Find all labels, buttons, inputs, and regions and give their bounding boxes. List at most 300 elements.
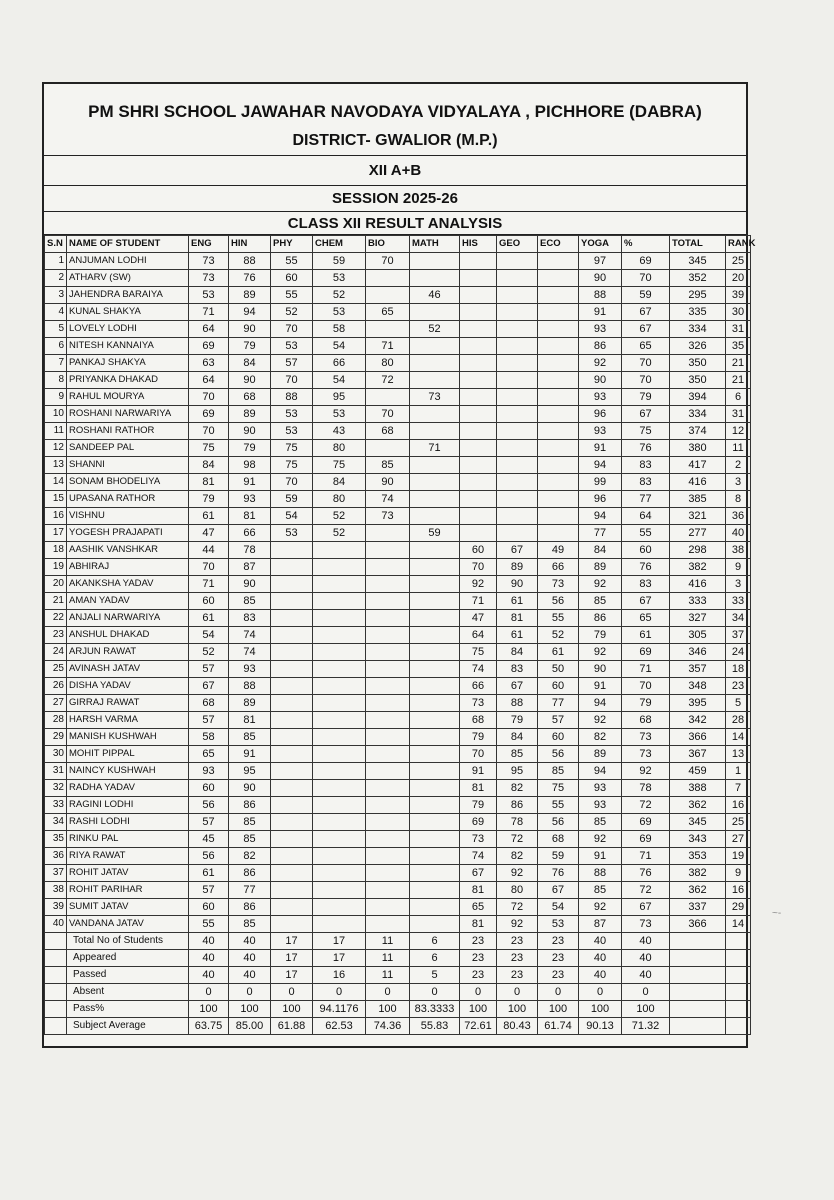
summary-value: 23 xyxy=(497,950,538,967)
mark-cell-pct: 70 xyxy=(622,372,670,389)
mark-cell-chem xyxy=(313,831,366,848)
mark-cell-his: 73 xyxy=(460,695,497,712)
mark-cell-eco: 54 xyxy=(538,899,579,916)
student-row xyxy=(45,593,751,610)
mark-cell-yoga: 99 xyxy=(579,474,622,491)
mark-cell-pct: 69 xyxy=(622,831,670,848)
mark-cell-geo xyxy=(497,457,538,474)
serial-number: 27 xyxy=(45,695,67,712)
student-row xyxy=(45,440,751,457)
mark-cell-math xyxy=(410,831,460,848)
mark-cell-geo xyxy=(497,423,538,440)
summary-value: 0 xyxy=(229,984,271,1001)
mark-cell-bio xyxy=(366,712,410,729)
mark-cell-bio: 80 xyxy=(366,355,410,372)
mark-cell-pct: 60 xyxy=(622,542,670,559)
blank-cell xyxy=(726,1018,751,1035)
student-row xyxy=(45,780,751,797)
mark-cell-his: 81 xyxy=(460,882,497,899)
summary-value: 23 xyxy=(460,950,497,967)
mark-cell-chem xyxy=(313,542,366,559)
student-name: ATHARV (SW) xyxy=(67,270,189,287)
summary-row xyxy=(45,1018,751,1035)
mark-cell-his: 79 xyxy=(460,729,497,746)
mark-cell-hin: 85 xyxy=(229,729,271,746)
mark-cell-yoga: 90 xyxy=(579,270,622,287)
mark-cell-phy: 70 xyxy=(271,372,313,389)
mark-cell-phy: 54 xyxy=(271,508,313,525)
mark-cell-his xyxy=(460,406,497,423)
mark-cell-pct: 83 xyxy=(622,457,670,474)
mark-cell-bio: 72 xyxy=(366,372,410,389)
mark-cell-geo: 82 xyxy=(497,848,538,865)
mark-cell-hin: 89 xyxy=(229,695,271,712)
summary-label: Total No of Students xyxy=(67,933,189,950)
mark-cell-rank: 25 xyxy=(726,814,751,831)
summary-value: 23 xyxy=(460,967,497,984)
mark-cell-hin: 98 xyxy=(229,457,271,474)
mark-cell-hin: 91 xyxy=(229,474,271,491)
summary-value: 0 xyxy=(497,984,538,1001)
mark-cell-math xyxy=(410,423,460,440)
mark-cell-eco xyxy=(538,355,579,372)
column-header: CHEM xyxy=(313,236,366,253)
student-name: RAGINI LODHI xyxy=(67,797,189,814)
mark-cell-his xyxy=(460,253,497,270)
school-name: PM SHRI SCHOOL JAWAHAR NAVODAYA VIDYALAYA , PICHHORE (DABRA) xyxy=(88,102,702,121)
mark-cell-eng: 56 xyxy=(189,797,229,814)
mark-cell-his: 70 xyxy=(460,746,497,763)
summary-value: 0 xyxy=(579,984,622,1001)
mark-cell-his: 64 xyxy=(460,627,497,644)
summary-value: 23 xyxy=(497,967,538,984)
mark-cell-bio: 85 xyxy=(366,457,410,474)
mark-cell-his: 81 xyxy=(460,780,497,797)
mark-cell-his: 68 xyxy=(460,712,497,729)
mark-cell-geo: 86 xyxy=(497,797,538,814)
serial-number: 8 xyxy=(45,372,67,389)
mark-cell-bio xyxy=(366,610,410,627)
mark-cell-total: 382 xyxy=(670,559,726,576)
mark-cell-pct: 71 xyxy=(622,661,670,678)
mark-cell-math xyxy=(410,372,460,389)
student-name: GIRRAJ RAWAT xyxy=(67,695,189,712)
mark-cell-yoga: 93 xyxy=(579,423,622,440)
mark-cell-bio: 70 xyxy=(366,253,410,270)
student-name: RASHI LODHI xyxy=(67,814,189,831)
serial-number: 3 xyxy=(45,287,67,304)
mark-cell-bio xyxy=(366,865,410,882)
mark-cell-chem xyxy=(313,610,366,627)
margin-mark: ~- xyxy=(772,908,782,919)
mark-cell-rank: 7 xyxy=(726,780,751,797)
student-name: UPASANA RATHOR xyxy=(67,491,189,508)
student-name: ROSHANI RATHOR xyxy=(67,423,189,440)
student-row xyxy=(45,491,751,508)
mark-cell-phy xyxy=(271,695,313,712)
mark-cell-phy: 88 xyxy=(271,389,313,406)
student-row xyxy=(45,253,751,270)
mark-cell-chem xyxy=(313,746,366,763)
mark-cell-pct: 73 xyxy=(622,746,670,763)
mark-cell-hin: 74 xyxy=(229,627,271,644)
mark-cell-hin: 93 xyxy=(229,491,271,508)
summary-value: 17 xyxy=(313,950,366,967)
mark-cell-his xyxy=(460,457,497,474)
mark-cell-bio xyxy=(366,729,410,746)
serial-number: 10 xyxy=(45,406,67,423)
blank-cell xyxy=(670,984,726,1001)
column-header: PHY xyxy=(271,236,313,253)
mark-cell-eng: 52 xyxy=(189,644,229,661)
mark-cell-total: 366 xyxy=(670,729,726,746)
mark-cell-phy xyxy=(271,848,313,865)
mark-cell-phy: 53 xyxy=(271,338,313,355)
mark-cell-total: 346 xyxy=(670,644,726,661)
blank-cell xyxy=(45,950,67,967)
mark-cell-chem xyxy=(313,763,366,780)
mark-cell-eng: 60 xyxy=(189,780,229,797)
mark-cell-chem xyxy=(313,797,366,814)
student-name: VISHNU xyxy=(67,508,189,525)
mark-cell-hin: 90 xyxy=(229,780,271,797)
mark-cell-yoga: 92 xyxy=(579,644,622,661)
mark-cell-pct: 70 xyxy=(622,678,670,695)
mark-cell-total: 395 xyxy=(670,695,726,712)
serial-number: 24 xyxy=(45,644,67,661)
mark-cell-geo: 81 xyxy=(497,610,538,627)
mark-cell-pct: 71 xyxy=(622,848,670,865)
mark-cell-yoga: 94 xyxy=(579,508,622,525)
mark-cell-math: 71 xyxy=(410,440,460,457)
column-header: HIS xyxy=(460,236,497,253)
mark-cell-hin: 90 xyxy=(229,576,271,593)
mark-cell-math xyxy=(410,627,460,644)
serial-number: 14 xyxy=(45,474,67,491)
student-row xyxy=(45,542,751,559)
mark-cell-eco: 73 xyxy=(538,576,579,593)
mark-cell-eco: 60 xyxy=(538,729,579,746)
mark-cell-yoga: 90 xyxy=(579,372,622,389)
mark-cell-total: 388 xyxy=(670,780,726,797)
mark-cell-chem xyxy=(313,865,366,882)
mark-cell-total: 350 xyxy=(670,355,726,372)
summary-value: 74.36 xyxy=(366,1018,410,1035)
mark-cell-pct: 72 xyxy=(622,882,670,899)
mark-cell-total: 348 xyxy=(670,678,726,695)
mark-cell-bio xyxy=(366,814,410,831)
mark-cell-pct: 92 xyxy=(622,763,670,780)
blank-cell xyxy=(670,933,726,950)
student-row xyxy=(45,610,751,627)
mark-cell-total: 337 xyxy=(670,899,726,916)
summary-value: 40 xyxy=(189,933,229,950)
mark-cell-yoga: 85 xyxy=(579,814,622,831)
mark-cell-hin: 93 xyxy=(229,661,271,678)
serial-number: 32 xyxy=(45,780,67,797)
mark-cell-math xyxy=(410,610,460,627)
mark-cell-eng: 45 xyxy=(189,831,229,848)
mark-cell-yoga: 94 xyxy=(579,695,622,712)
serial-number: 6 xyxy=(45,338,67,355)
mark-cell-total: 321 xyxy=(670,508,726,525)
mark-cell-eng: 70 xyxy=(189,423,229,440)
student-row xyxy=(45,304,751,321)
mark-cell-phy xyxy=(271,763,313,780)
mark-cell-eco: 50 xyxy=(538,661,579,678)
mark-cell-his: 66 xyxy=(460,678,497,695)
mark-cell-bio xyxy=(366,848,410,865)
mark-cell-math xyxy=(410,508,460,525)
student-name: MANISH KUSHWAH xyxy=(67,729,189,746)
mark-cell-bio xyxy=(366,321,410,338)
mark-cell-pct: 78 xyxy=(622,780,670,797)
student-name: ROHIT JATAV xyxy=(67,865,189,882)
mark-cell-yoga: 91 xyxy=(579,440,622,457)
mark-cell-his: 60 xyxy=(460,542,497,559)
summary-value: 83.3333 xyxy=(410,1001,460,1018)
summary-value: 17 xyxy=(271,933,313,950)
student-row xyxy=(45,882,751,899)
student-name: ANJUMAN LODHI xyxy=(67,253,189,270)
serial-number: 29 xyxy=(45,729,67,746)
mark-cell-his xyxy=(460,287,497,304)
summary-row xyxy=(45,984,751,1001)
mark-cell-hin: 81 xyxy=(229,712,271,729)
mark-cell-pct: 73 xyxy=(622,916,670,933)
mark-cell-geo xyxy=(497,287,538,304)
student-row xyxy=(45,576,751,593)
mark-cell-eng: 79 xyxy=(189,491,229,508)
summary-value: 100 xyxy=(579,1001,622,1018)
summary-rows xyxy=(45,933,751,1035)
mark-cell-eco xyxy=(538,287,579,304)
mark-cell-yoga: 91 xyxy=(579,678,622,695)
student-name: RIYA RAWAT xyxy=(67,848,189,865)
student-row xyxy=(45,627,751,644)
summary-value: 11 xyxy=(366,933,410,950)
summary-value: 0 xyxy=(460,984,497,1001)
mark-cell-his: 92 xyxy=(460,576,497,593)
mark-cell-phy: 75 xyxy=(271,457,313,474)
mark-cell-eng: 56 xyxy=(189,848,229,865)
mark-cell-his: 74 xyxy=(460,848,497,865)
mark-cell-geo: 61 xyxy=(497,627,538,644)
mark-cell-chem: 66 xyxy=(313,355,366,372)
mark-cell-chem: 53 xyxy=(313,406,366,423)
mark-cell-chem: 53 xyxy=(313,304,366,321)
mark-cell-bio xyxy=(366,287,410,304)
summary-value: 100 xyxy=(189,1001,229,1018)
mark-cell-his xyxy=(460,270,497,287)
mark-cell-eco: 85 xyxy=(538,763,579,780)
mark-cell-math xyxy=(410,355,460,372)
mark-cell-eco xyxy=(538,270,579,287)
mark-cell-eng: 69 xyxy=(189,338,229,355)
mark-cell-chem xyxy=(313,780,366,797)
mark-cell-chem: 53 xyxy=(313,270,366,287)
mark-cell-eco: 52 xyxy=(538,627,579,644)
mark-cell-total: 295 xyxy=(670,287,726,304)
mark-cell-eco xyxy=(538,508,579,525)
mark-cell-chem xyxy=(313,882,366,899)
mark-cell-eng: 63 xyxy=(189,355,229,372)
mark-cell-math xyxy=(410,559,460,576)
student-name: DISHA YADAV xyxy=(67,678,189,695)
mark-cell-total: 350 xyxy=(670,372,726,389)
serial-number: 31 xyxy=(45,763,67,780)
mark-cell-rank: 2 xyxy=(726,457,751,474)
student-row xyxy=(45,797,751,814)
mark-cell-bio xyxy=(366,678,410,695)
report-title: CLASS XII RESULT ANALYSIS xyxy=(44,212,746,235)
mark-cell-his xyxy=(460,389,497,406)
mark-cell-geo xyxy=(497,474,538,491)
mark-cell-geo xyxy=(497,525,538,542)
summary-value: 23 xyxy=(538,950,579,967)
mark-cell-pct: 69 xyxy=(622,644,670,661)
serial-number: 22 xyxy=(45,610,67,627)
mark-cell-his xyxy=(460,474,497,491)
mark-cell-bio: 68 xyxy=(366,423,410,440)
serial-number: 33 xyxy=(45,797,67,814)
mark-cell-rank: 21 xyxy=(726,355,751,372)
mark-cell-his xyxy=(460,338,497,355)
mark-cell-pct: 76 xyxy=(622,440,670,457)
mark-cell-bio xyxy=(366,542,410,559)
column-header: NAME OF STUDENT xyxy=(67,236,189,253)
column-header: RANK xyxy=(726,236,751,253)
mark-cell-geo: 67 xyxy=(497,542,538,559)
mark-cell-phy: 59 xyxy=(271,491,313,508)
mark-cell-yoga: 93 xyxy=(579,780,622,797)
student-row xyxy=(45,729,751,746)
mark-cell-eng: 71 xyxy=(189,576,229,593)
summary-value: 85.00 xyxy=(229,1018,271,1035)
district-line: DISTRICT- GWALIOR (M.P.) xyxy=(44,126,746,156)
mark-cell-bio xyxy=(366,389,410,406)
mark-cell-pct: 69 xyxy=(622,253,670,270)
mark-cell-chem xyxy=(313,916,366,933)
mark-cell-rank: 24 xyxy=(726,644,751,661)
student-row xyxy=(45,423,751,440)
mark-cell-geo: 67 xyxy=(497,678,538,695)
mark-cell-pct: 79 xyxy=(622,695,670,712)
mark-cell-phy: 57 xyxy=(271,355,313,372)
mark-cell-rank: 38 xyxy=(726,542,751,559)
mark-cell-hin: 89 xyxy=(229,406,271,423)
mark-cell-total: 374 xyxy=(670,423,726,440)
mark-cell-hin: 91 xyxy=(229,746,271,763)
mark-cell-eco: 77 xyxy=(538,695,579,712)
student-row xyxy=(45,406,751,423)
mark-cell-rank: 14 xyxy=(726,916,751,933)
mark-cell-math xyxy=(410,338,460,355)
mark-cell-hin: 88 xyxy=(229,678,271,695)
student-row xyxy=(45,695,751,712)
mark-cell-yoga: 92 xyxy=(579,831,622,848)
mark-cell-geo: 80 xyxy=(497,882,538,899)
blank-cell xyxy=(726,967,751,984)
mark-cell-pct: 68 xyxy=(622,712,670,729)
mark-cell-phy xyxy=(271,831,313,848)
mark-cell-eng: 70 xyxy=(189,559,229,576)
summary-value: 100 xyxy=(366,1001,410,1018)
summary-value: 100 xyxy=(460,1001,497,1018)
mark-cell-hin: 88 xyxy=(229,253,271,270)
mark-cell-chem: 59 xyxy=(313,253,366,270)
student-row xyxy=(45,763,751,780)
mark-cell-total: 277 xyxy=(670,525,726,542)
mark-cell-phy xyxy=(271,661,313,678)
mark-cell-geo: 92 xyxy=(497,865,538,882)
mark-cell-total: 352 xyxy=(670,270,726,287)
mark-cell-hin: 86 xyxy=(229,865,271,882)
mark-cell-total: 394 xyxy=(670,389,726,406)
column-header: % xyxy=(622,236,670,253)
mark-cell-eco: 55 xyxy=(538,797,579,814)
student-name: NITESH KANNAIYA xyxy=(67,338,189,355)
mark-cell-geo xyxy=(497,338,538,355)
mark-cell-his: 69 xyxy=(460,814,497,831)
blank-cell xyxy=(726,933,751,950)
mark-cell-bio xyxy=(366,763,410,780)
mark-cell-yoga: 92 xyxy=(579,355,622,372)
summary-value: 23 xyxy=(538,967,579,984)
summary-value: 100 xyxy=(229,1001,271,1018)
mark-cell-phy xyxy=(271,576,313,593)
mark-cell-hin: 84 xyxy=(229,355,271,372)
mark-cell-phy: 55 xyxy=(271,253,313,270)
mark-cell-math xyxy=(410,661,460,678)
summary-row xyxy=(45,967,751,984)
mark-cell-pct: 75 xyxy=(622,423,670,440)
column-header: HIN xyxy=(229,236,271,253)
mark-cell-bio xyxy=(366,270,410,287)
serial-number: 25 xyxy=(45,661,67,678)
mark-cell-chem: 84 xyxy=(313,474,366,491)
student-name: ARJUN RAWAT xyxy=(67,644,189,661)
mark-cell-bio xyxy=(366,797,410,814)
serial-number: 40 xyxy=(45,916,67,933)
mark-cell-yoga: 93 xyxy=(579,321,622,338)
mark-cell-bio: 73 xyxy=(366,508,410,525)
summary-value: 40 xyxy=(229,933,271,950)
mark-cell-his xyxy=(460,508,497,525)
mark-cell-eng: 70 xyxy=(189,389,229,406)
mark-cell-geo: 83 xyxy=(497,661,538,678)
serial-number: 7 xyxy=(45,355,67,372)
mark-cell-eng: 67 xyxy=(189,678,229,695)
mark-cell-geo: 90 xyxy=(497,576,538,593)
mark-cell-total: 335 xyxy=(670,304,726,321)
student-name: ROSHANI NARWARIYA xyxy=(67,406,189,423)
mark-cell-hin: 85 xyxy=(229,831,271,848)
mark-cell-his xyxy=(460,304,497,321)
mark-cell-geo xyxy=(497,270,538,287)
mark-cell-math xyxy=(410,797,460,814)
mark-cell-hin: 90 xyxy=(229,423,271,440)
mark-cell-phy xyxy=(271,729,313,746)
mark-cell-eco xyxy=(538,304,579,321)
serial-number: 16 xyxy=(45,508,67,525)
mark-cell-chem: 58 xyxy=(313,321,366,338)
mark-cell-chem xyxy=(313,661,366,678)
mark-cell-chem xyxy=(313,814,366,831)
mark-cell-geo xyxy=(497,355,538,372)
mark-cell-eco: 59 xyxy=(538,848,579,865)
mark-cell-phy xyxy=(271,644,313,661)
